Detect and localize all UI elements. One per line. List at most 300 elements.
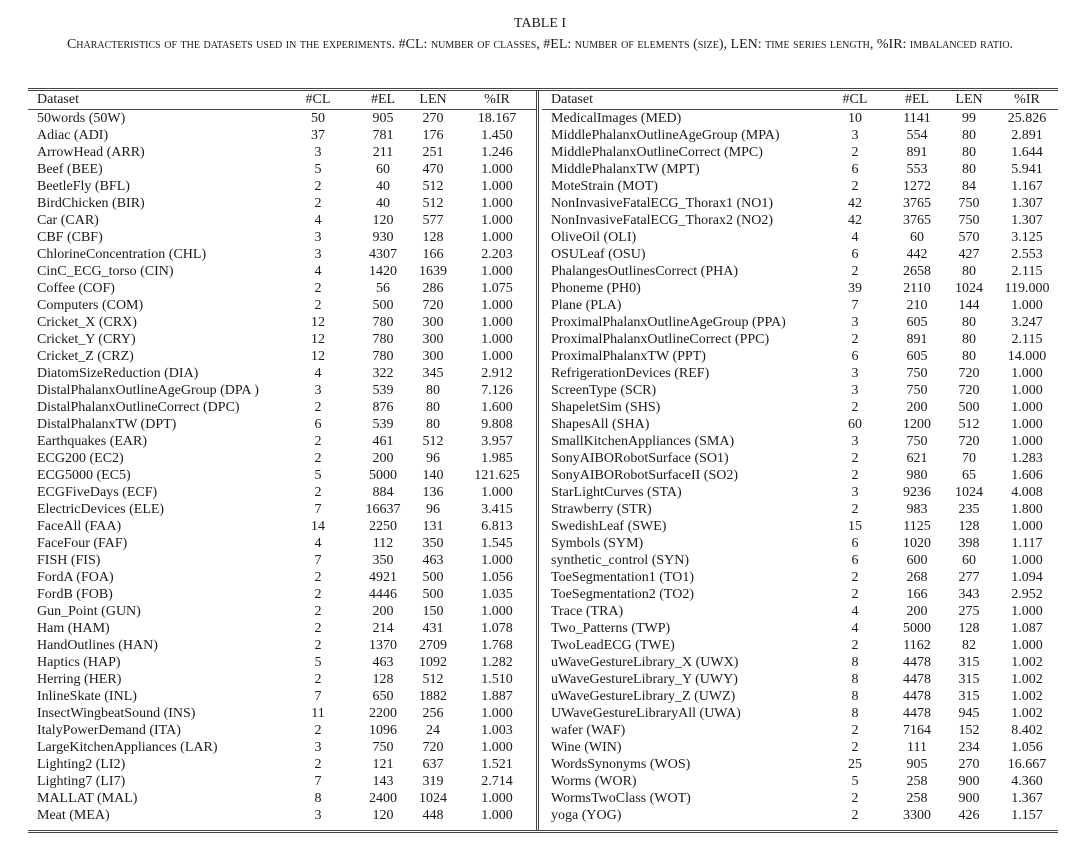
cell-elements: 200 <box>372 604 394 619</box>
table-row <box>28 450 536 467</box>
cell-elements: 1420 <box>369 264 397 279</box>
cell-ir: 1.000 <box>481 230 513 245</box>
cell-dataset: ToeSegmentation2 (TO2) <box>551 587 695 602</box>
cell-length: 577 <box>422 213 444 228</box>
cell-classes: 2 <box>314 485 322 500</box>
cell-classes: 2 <box>314 621 322 636</box>
cell-elements: 930 <box>372 230 394 245</box>
cell-ir: 1.000 <box>1011 553 1043 568</box>
cell-ir: 1.003 <box>481 723 513 738</box>
cell-classes: 2 <box>851 264 859 279</box>
table-row <box>542 178 1058 195</box>
cell-dataset: Gun_Point (GUN) <box>37 604 141 619</box>
cell-elements: 40 <box>376 179 390 194</box>
cell-dataset: MiddlePhalanxOutlineAgeGroup (MPA) <box>551 128 780 143</box>
cell-dataset: wafer (WAF) <box>551 723 626 738</box>
cell-length: 750 <box>958 213 980 228</box>
table-left-half <box>28 91 536 830</box>
table-row <box>542 773 1058 790</box>
cell-dataset: ProximalPhalanxOutlineAgeGroup (PPA) <box>551 315 786 330</box>
cell-ir: 1.000 <box>481 264 513 279</box>
cell-elements: 128 <box>372 672 394 687</box>
datasets-table <box>28 88 1058 833</box>
cell-dataset: SmallKitchenAppliances (SMA) <box>551 434 735 449</box>
cell-dataset: DistalPhalanxOutlineCorrect (DPC) <box>37 400 240 415</box>
table-row <box>28 739 536 756</box>
table-row <box>542 195 1058 212</box>
cell-elements: 60 <box>910 230 924 245</box>
cell-ir: 3.415 <box>481 502 513 517</box>
cell-ir: 1.367 <box>1011 791 1043 806</box>
cell-length: 70 <box>962 451 976 466</box>
cell-dataset: uWaveGestureLibrary_X (UWX) <box>551 655 739 670</box>
cell-classes: 2 <box>851 332 859 347</box>
cell-length: 65 <box>962 468 976 483</box>
table-row <box>542 399 1058 416</box>
cell-classes: 6 <box>851 162 859 177</box>
cell-elements: 553 <box>906 162 928 177</box>
cell-ir: 1.075 <box>481 281 513 296</box>
cell-length: 300 <box>422 332 444 347</box>
cell-ir: 1.087 <box>1011 621 1043 636</box>
cell-length: 512 <box>422 434 444 449</box>
cell-classes: 2 <box>314 298 322 313</box>
cell-length: 150 <box>422 604 444 619</box>
cell-elements: 40 <box>376 196 390 211</box>
cell-dataset: MALLAT (MAL) <box>37 791 138 806</box>
cell-length: 128 <box>958 519 980 534</box>
cell-dataset: Cricket_Y (CRY) <box>37 332 136 347</box>
cell-dataset: Cricket_Z (CRZ) <box>37 349 134 364</box>
cell-elements: 750 <box>906 383 928 398</box>
cell-length: 315 <box>958 655 980 670</box>
cell-elements: 4446 <box>369 587 397 602</box>
cell-ir: 1.000 <box>481 808 513 823</box>
cell-elements: 554 <box>906 128 928 143</box>
cell-length: 1882 <box>419 689 447 704</box>
cell-classes: 2 <box>314 434 322 449</box>
table-row <box>28 178 536 195</box>
cell-classes: 5 <box>314 468 322 483</box>
cell-elements: 200 <box>906 400 928 415</box>
cell-elements: 1200 <box>903 417 931 432</box>
table-row <box>542 127 1058 144</box>
header-cl: #CL <box>278 91 358 110</box>
cell-classes: 3 <box>314 247 322 262</box>
cell-elements: 605 <box>906 349 928 364</box>
cell-elements: 2250 <box>369 519 397 534</box>
cell-length: 512 <box>422 196 444 211</box>
cell-classes: 4 <box>851 621 859 636</box>
cell-classes: 2 <box>851 145 859 160</box>
cell-elements: 605 <box>906 315 928 330</box>
cell-dataset: Coffee (COF) <box>37 281 115 296</box>
header-dataset: Dataset <box>542 91 818 110</box>
cell-classes: 2 <box>314 196 322 211</box>
cell-classes: 2 <box>851 740 859 755</box>
cell-elements: 3765 <box>903 196 931 211</box>
cell-classes: 3 <box>314 230 322 245</box>
table-row <box>28 161 536 178</box>
table-row <box>542 722 1058 739</box>
table-row <box>542 331 1058 348</box>
table-row <box>28 127 536 144</box>
cell-ir: 3.247 <box>1011 315 1043 330</box>
cell-length: 1639 <box>419 264 447 279</box>
cell-dataset: Two_Patterns (TWP) <box>551 621 671 636</box>
cell-ir: 1.000 <box>481 485 513 500</box>
cell-classes: 2 <box>314 281 322 296</box>
cell-classes: 4 <box>851 230 859 245</box>
cell-dataset: FISH (FIS) <box>37 553 101 568</box>
cell-classes: 3 <box>851 366 859 381</box>
cell-elements: 4478 <box>903 706 931 721</box>
cell-elements: 111 <box>907 740 927 755</box>
cell-elements: 876 <box>372 400 394 415</box>
cell-elements: 200 <box>906 604 928 619</box>
cell-length: 256 <box>422 706 444 721</box>
cell-dataset: ECG5000 (EC5) <box>37 468 131 483</box>
cell-classes: 4 <box>851 604 859 619</box>
cell-dataset: MiddlePhalanxOutlineCorrect (MPC) <box>551 145 763 160</box>
cell-elements: 7164 <box>903 723 931 738</box>
cell-ir: 1.000 <box>1011 298 1043 313</box>
cell-classes: 4 <box>314 366 322 381</box>
cell-ir: 1.246 <box>481 145 513 160</box>
cell-ir: 25.826 <box>1007 111 1047 126</box>
cell-elements: 750 <box>906 366 928 381</box>
cell-length: 2709 <box>419 638 447 653</box>
cell-ir: 1.545 <box>481 536 513 551</box>
cell-ir: 1.606 <box>1011 468 1043 483</box>
cell-ir: 1.000 <box>481 196 513 211</box>
table-row <box>28 110 536 128</box>
cell-elements: 1096 <box>369 723 397 738</box>
table-row <box>542 603 1058 620</box>
cell-classes: 2 <box>314 570 322 585</box>
cell-length: 99 <box>962 111 976 126</box>
cell-ir: 1.002 <box>1011 706 1043 721</box>
table-caption: Characteristics of the datasets used in the experiments. #CL: number of classes, #EL: number of elements (size), LEN: time series length, %IR: imbalanced ratio. <box>66 37 1014 52</box>
cell-dataset: PhalangesOutlinesCorrect (PHA) <box>551 264 739 279</box>
cell-ir: 1.450 <box>481 128 513 143</box>
cell-dataset: CBF (CBF) <box>37 230 103 245</box>
cell-elements: 750 <box>906 434 928 449</box>
cell-classes: 4 <box>314 264 322 279</box>
cell-dataset: Ham (HAM) <box>37 621 110 636</box>
cell-classes: 3 <box>314 383 322 398</box>
cell-classes: 2 <box>314 757 322 772</box>
cell-dataset: Wine (WIN) <box>551 740 622 755</box>
header-row <box>542 91 1058 110</box>
table-row <box>542 144 1058 161</box>
cell-ir: 1.000 <box>481 553 513 568</box>
cell-length: 82 <box>962 638 976 653</box>
cell-elements: 4478 <box>903 655 931 670</box>
table-row <box>542 161 1058 178</box>
cell-classes: 15 <box>848 519 862 534</box>
cell-ir: 8.402 <box>1011 723 1043 738</box>
cell-ir: 1.000 <box>1011 519 1043 534</box>
cell-ir: 4.008 <box>1011 485 1043 500</box>
cell-dataset: ECG200 (EC2) <box>37 451 124 466</box>
table-row <box>542 756 1058 773</box>
cell-elements: 1141 <box>903 111 931 126</box>
cell-ir: 1.307 <box>1011 213 1043 228</box>
cell-length: 24 <box>426 723 440 738</box>
table-row <box>542 654 1058 671</box>
cell-classes: 3 <box>314 145 322 160</box>
cell-ir: 2.115 <box>1011 264 1043 279</box>
cell-ir: 2.115 <box>1011 332 1043 347</box>
cell-length: 431 <box>422 621 444 636</box>
cell-classes: 2 <box>314 638 322 653</box>
cell-elements: 16637 <box>365 502 401 517</box>
table-row <box>28 331 536 348</box>
header-ir: %IR <box>996 91 1058 110</box>
table-row <box>28 807 536 824</box>
cell-elements: 884 <box>372 485 394 500</box>
cell-dataset: ElectricDevices (ELE) <box>37 502 165 517</box>
cell-dataset: OSULeaf (OSU) <box>551 247 646 262</box>
cell-dataset: CinC_ECG_torso (CIN) <box>37 264 174 279</box>
table-row <box>542 790 1058 807</box>
cell-elements: 2400 <box>369 791 397 806</box>
cell-elements: 461 <box>372 434 394 449</box>
cell-ir: 1.768 <box>481 638 513 653</box>
cell-classes: 3 <box>851 485 859 500</box>
cell-classes: 50 <box>311 111 325 126</box>
cell-dataset: NonInvasiveFatalECG_Thorax2 (NO2) <box>551 213 774 228</box>
cell-ir: 121.625 <box>474 468 520 483</box>
cell-dataset: TwoLeadECG (TWE) <box>551 638 675 653</box>
cell-length: 80 <box>962 332 976 347</box>
cell-length: 427 <box>958 247 980 262</box>
cell-dataset: Phoneme (PH0) <box>551 281 641 296</box>
cell-ir: 1.167 <box>1011 179 1043 194</box>
table-row <box>542 552 1058 569</box>
cell-length: 500 <box>422 587 444 602</box>
cell-classes: 8 <box>851 706 859 721</box>
cell-length: 60 <box>962 553 976 568</box>
cell-elements: 650 <box>372 689 394 704</box>
table-row <box>28 603 536 620</box>
cell-classes: 3 <box>851 434 859 449</box>
cell-length: 1092 <box>419 655 447 670</box>
cell-length: 275 <box>958 604 980 619</box>
cell-elements: 891 <box>906 332 928 347</box>
table-row <box>28 620 536 637</box>
cell-length: 720 <box>958 383 980 398</box>
cell-ir: 1.002 <box>1011 689 1043 704</box>
cell-classes: 2 <box>314 179 322 194</box>
cell-length: 720 <box>422 298 444 313</box>
cell-ir: 1.000 <box>481 706 513 721</box>
header-ir: %IR <box>458 91 536 110</box>
table-row <box>542 705 1058 722</box>
cell-dataset: InlineSkate (INL) <box>37 689 137 704</box>
cell-length: 750 <box>958 196 980 211</box>
cell-dataset: Strawberry (STR) <box>551 502 652 517</box>
cell-elements: 621 <box>906 451 928 466</box>
table-row <box>542 450 1058 467</box>
cell-dataset: SonyAIBORobotSurface (SO1) <box>551 451 729 466</box>
cell-dataset: FaceFour (FAF) <box>37 536 128 551</box>
table-row <box>542 382 1058 399</box>
header-el: #EL <box>358 91 408 110</box>
cell-classes: 42 <box>848 213 862 228</box>
cell-elements: 56 <box>376 281 390 296</box>
cell-length: 720 <box>958 366 980 381</box>
cell-classes: 8 <box>314 791 322 806</box>
cell-ir: 1.000 <box>1011 434 1043 449</box>
cell-dataset: RefrigerationDevices (REF) <box>551 366 710 381</box>
cell-dataset: Adiac (ADI) <box>37 128 109 143</box>
table-row <box>542 110 1058 128</box>
table-row <box>28 382 536 399</box>
cell-elements: 200 <box>372 451 394 466</box>
cell-ir: 16.667 <box>1007 757 1047 772</box>
cell-length: 720 <box>958 434 980 449</box>
cell-length: 96 <box>426 451 440 466</box>
table-row <box>542 280 1058 297</box>
cell-length: 300 <box>422 349 444 364</box>
table-row <box>28 433 536 450</box>
cell-ir: 18.167 <box>477 111 517 126</box>
header-cl: #CL <box>818 91 892 110</box>
cell-length: 131 <box>422 519 444 534</box>
cell-length: 1024 <box>955 485 983 500</box>
cell-length: 234 <box>958 740 980 755</box>
cell-classes: 6 <box>851 247 859 262</box>
table-row <box>28 637 536 654</box>
table-row <box>28 280 536 297</box>
table-row <box>28 399 536 416</box>
cell-dataset: WormsTwoClass (WOT) <box>551 791 691 806</box>
table-row <box>542 263 1058 280</box>
cell-ir: 1.282 <box>481 655 513 670</box>
table-row <box>28 297 536 314</box>
cell-dataset: LargeKitchenAppliances (LAR) <box>37 740 218 755</box>
cell-ir: 2.952 <box>1011 587 1043 602</box>
cell-dataset: FordA (FOA) <box>37 570 114 585</box>
cell-elements: 322 <box>372 366 394 381</box>
cell-length: 570 <box>958 230 980 245</box>
cell-elements: 258 <box>906 774 928 789</box>
cell-elements: 120 <box>372 213 394 228</box>
table-right-half <box>542 91 1058 830</box>
cell-elements: 4307 <box>369 247 397 262</box>
cell-ir: 1.000 <box>1011 417 1043 432</box>
cell-elements: 539 <box>372 383 394 398</box>
cell-length: 500 <box>422 570 444 585</box>
cell-elements: 210 <box>906 298 928 313</box>
cell-elements: 5000 <box>369 468 397 483</box>
cell-ir: 119.000 <box>1004 281 1050 296</box>
cell-length: 1024 <box>955 281 983 296</box>
cell-ir: 1.985 <box>481 451 513 466</box>
cell-dataset: Symbols (SYM) <box>551 536 644 551</box>
table-row <box>542 586 1058 603</box>
cell-ir: 1.000 <box>1011 638 1043 653</box>
cell-elements: 258 <box>906 791 928 806</box>
table-row <box>28 705 536 722</box>
cell-length: 166 <box>422 247 444 262</box>
cell-elements: 1125 <box>903 519 931 534</box>
cell-classes: 37 <box>311 128 325 143</box>
cell-dataset: WordsSynonyms (WOS) <box>551 757 691 772</box>
cell-classes: 2 <box>314 451 322 466</box>
cell-classes: 2 <box>851 638 859 653</box>
cell-length: 84 <box>962 179 976 194</box>
cell-dataset: 50words (50W) <box>37 111 126 126</box>
table-row <box>542 484 1058 501</box>
cell-classes: 2 <box>314 672 322 687</box>
table-row <box>28 773 536 790</box>
cell-dataset: OliveOil (OLI) <box>551 230 637 245</box>
table-row <box>28 586 536 603</box>
cell-ir: 1.644 <box>1011 145 1043 160</box>
cell-length: 80 <box>962 145 976 160</box>
cell-classes: 4 <box>314 536 322 551</box>
cell-dataset: ScreenType (SCR) <box>551 383 657 398</box>
cell-classes: 42 <box>848 196 862 211</box>
cell-length: 512 <box>422 179 444 194</box>
cell-length: 345 <box>422 366 444 381</box>
cell-classes: 7 <box>314 553 322 568</box>
cell-classes: 2 <box>314 604 322 619</box>
cell-length: 900 <box>958 774 980 789</box>
cell-ir: 1.000 <box>481 298 513 313</box>
cell-classes: 2 <box>851 502 859 517</box>
cell-classes: 2 <box>314 723 322 738</box>
cell-ir: 2.912 <box>481 366 513 381</box>
cell-ir: 1.035 <box>481 587 513 602</box>
cell-ir: 1.117 <box>1011 536 1043 551</box>
cell-ir: 1.000 <box>481 179 513 194</box>
table-row <box>28 348 536 365</box>
table-row <box>28 569 536 586</box>
cell-dataset: Herring (HER) <box>37 672 122 687</box>
cell-dataset: Meat (MEA) <box>37 808 110 823</box>
cell-ir: 1.600 <box>481 400 513 415</box>
header-len: LEN <box>942 91 996 110</box>
table-row <box>28 212 536 229</box>
left-table <box>28 91 536 824</box>
cell-length: 900 <box>958 791 980 806</box>
cell-dataset: FaceAll (FAA) <box>37 519 122 534</box>
cell-length: 128 <box>422 230 444 245</box>
cell-classes: 11 <box>311 706 325 721</box>
cell-elements: 500 <box>372 298 394 313</box>
cell-elements: 463 <box>372 655 394 670</box>
cell-classes: 6 <box>851 536 859 551</box>
cell-length: 80 <box>962 264 976 279</box>
cell-dataset: yoga (YOG) <box>551 808 622 823</box>
cell-elements: 4478 <box>903 689 931 704</box>
cell-dataset: SwedishLeaf (SWE) <box>551 519 667 534</box>
cell-elements: 2110 <box>903 281 931 296</box>
cell-classes: 8 <box>851 655 859 670</box>
cell-classes: 3 <box>851 128 859 143</box>
table-row <box>542 688 1058 705</box>
cell-dataset: ArrowHead (ARR) <box>37 145 145 160</box>
cell-elements: 2658 <box>903 264 931 279</box>
cell-length: 80 <box>962 128 976 143</box>
cell-length: 426 <box>958 808 980 823</box>
cell-elements: 2200 <box>369 706 397 721</box>
table-row <box>28 365 536 382</box>
